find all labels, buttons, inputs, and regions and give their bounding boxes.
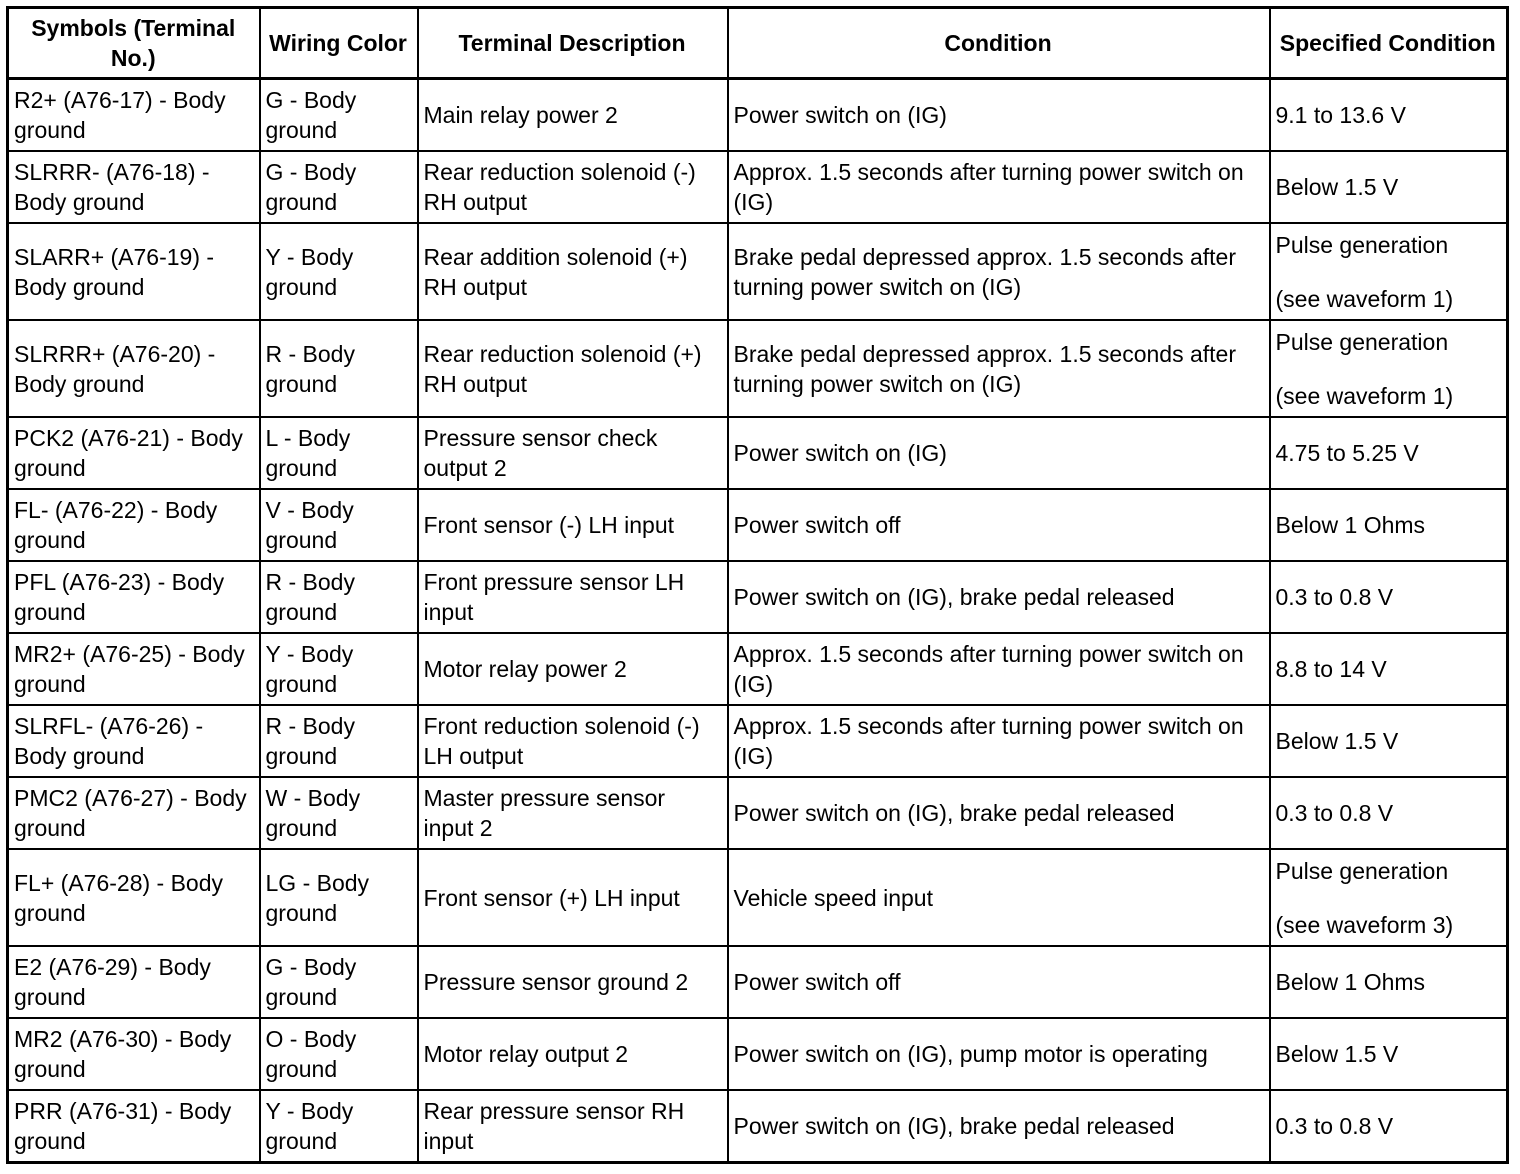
cell-specified: Below 1.5 V	[1270, 151, 1508, 223]
cell-symbol: FL+ (A76-28) - Body ground	[8, 849, 260, 946]
table-row	[8, 561, 1508, 633]
cell-specified	[1270, 223, 1508, 320]
cell-symbol: PFL (A76-23) - Body ground	[8, 561, 260, 633]
header-condition: Condition	[728, 8, 1270, 79]
cell-condition: Power switch on (IG), brake pedal released	[728, 777, 1270, 849]
cell-symbol: MR2 (A76-30) - Body ground	[8, 1018, 260, 1090]
cell-wiring-color: Y - Body ground	[260, 1090, 418, 1163]
table-row	[8, 151, 1508, 223]
cell-symbol: PRR (A76-31) - Body ground	[8, 1090, 260, 1163]
cell-wiring-color: G - Body ground	[260, 151, 418, 223]
terminal-spec-table	[6, 6, 1509, 1164]
specified-note: (see waveform 1)	[1275, 285, 1454, 312]
table-row	[8, 849, 1508, 946]
cell-description: Main relay power 2	[418, 79, 728, 152]
cell-symbol: FL- (A76-22) - Body ground	[8, 489, 260, 561]
cell-condition: Power switch off	[728, 489, 1270, 561]
cell-symbol: PCK2 (A76-21) - Body ground	[8, 417, 260, 489]
table-row	[8, 223, 1508, 320]
table-row	[8, 1018, 1508, 1090]
cell-wiring-color: V - Body ground	[260, 489, 418, 561]
cell-symbol: R2+ (A76-17) - Body ground	[8, 79, 260, 152]
cell-description: Front sensor (+) LH input	[418, 849, 728, 946]
cell-specified	[1270, 849, 1508, 946]
table-row	[8, 1090, 1508, 1163]
cell-condition: Approx. 1.5 seconds after turning power switch on (IG)	[728, 633, 1270, 705]
table-row	[8, 777, 1508, 849]
table-row	[8, 489, 1508, 561]
cell-specified: Below 1.5 V	[1270, 1018, 1508, 1090]
cell-specified: 8.8 to 14 V	[1270, 633, 1508, 705]
header-wiring-color: Wiring Color	[260, 8, 418, 79]
specified-value: Pulse generation	[1275, 857, 1449, 884]
cell-specified	[1270, 320, 1508, 417]
cell-condition: Brake pedal depressed approx. 1.5 seconds after turning power switch on (IG)	[728, 223, 1270, 320]
cell-wiring-color: R - Body ground	[260, 320, 418, 417]
cell-specified: 0.3 to 0.8 V	[1270, 777, 1508, 849]
table-row	[8, 705, 1508, 777]
cell-description: Front pressure sensor LH input	[418, 561, 728, 633]
cell-description: Motor relay output 2	[418, 1018, 728, 1090]
cell-description: Rear reduction solenoid (+) RH output	[418, 320, 728, 417]
specified-value: Pulse generation	[1275, 328, 1449, 355]
specified-value: Pulse generation	[1275, 231, 1449, 258]
cell-condition: Brake pedal depressed approx. 1.5 seconds after turning power switch on (IG)	[728, 320, 1270, 417]
cell-description: Front sensor (-) LH input	[418, 489, 728, 561]
cell-wiring-color: G - Body ground	[260, 946, 418, 1018]
table-row	[8, 946, 1508, 1018]
cell-wiring-color: R - Body ground	[260, 561, 418, 633]
cell-condition: Power switch on (IG)	[728, 79, 1270, 152]
cell-wiring-color: LG - Body ground	[260, 849, 418, 946]
cell-description: Pressure sensor check output 2	[418, 417, 728, 489]
cell-condition: Vehicle speed input	[728, 849, 1270, 946]
table-row	[8, 417, 1508, 489]
cell-description: Rear pressure sensor RH input	[418, 1090, 728, 1163]
cell-symbol: PMC2 (A76-27) - Body ground	[8, 777, 260, 849]
cell-symbol: SLRRR- (A76-18) - Body ground	[8, 151, 260, 223]
specified-note: (see waveform 1)	[1275, 382, 1454, 409]
cell-wiring-color: O - Body ground	[260, 1018, 418, 1090]
cell-wiring-color: R - Body ground	[260, 705, 418, 777]
cell-specified: 0.3 to 0.8 V	[1270, 1090, 1508, 1163]
header-symbol: Symbols (Terminal No.)	[8, 8, 260, 79]
header-row	[8, 8, 1508, 79]
cell-condition: Approx. 1.5 seconds after turning power switch on (IG)	[728, 705, 1270, 777]
cell-description: Motor relay power 2	[418, 633, 728, 705]
table-row	[8, 320, 1508, 417]
cell-condition: Approx. 1.5 seconds after turning power switch on (IG)	[728, 151, 1270, 223]
cell-symbol: SLRRR+ (A76-20) - Body ground	[8, 320, 260, 417]
cell-wiring-color: W - Body ground	[260, 777, 418, 849]
cell-condition: Power switch on (IG), pump motor is operating	[728, 1018, 1270, 1090]
cell-wiring-color: Y - Body ground	[260, 633, 418, 705]
table-row	[8, 633, 1508, 705]
cell-description: Pressure sensor ground 2	[418, 946, 728, 1018]
cell-symbol: SLRFL- (A76-26) - Body ground	[8, 705, 260, 777]
cell-description: Rear reduction solenoid (-) RH output	[418, 151, 728, 223]
cell-condition: Power switch on (IG), brake pedal released	[728, 1090, 1270, 1163]
cell-symbol: SLARR+ (A76-19) - Body ground	[8, 223, 260, 320]
cell-symbol: E2 (A76-29) - Body ground	[8, 946, 260, 1018]
cell-wiring-color: Y - Body ground	[260, 223, 418, 320]
header-specified-condition: Specified Condition	[1270, 8, 1508, 79]
header-terminal-description: Terminal Description	[418, 8, 728, 79]
specified-note: (see waveform 3)	[1275, 911, 1454, 938]
cell-wiring-color: G - Body ground	[260, 79, 418, 152]
cell-description: Master pressure sensor input 2	[418, 777, 728, 849]
cell-specified: Below 1.5 V	[1270, 705, 1508, 777]
cell-condition: Power switch on (IG), brake pedal released	[728, 561, 1270, 633]
cell-condition: Power switch off	[728, 946, 1270, 1018]
cell-description: Front reduction solenoid (-) LH output	[418, 705, 728, 777]
table-row	[8, 79, 1508, 152]
cell-symbol: MR2+ (A76-25) - Body ground	[8, 633, 260, 705]
cell-specified: 9.1 to 13.6 V	[1270, 79, 1508, 152]
cell-specified: 0.3 to 0.8 V	[1270, 561, 1508, 633]
cell-description: Rear addition solenoid (+) RH output	[418, 223, 728, 320]
cell-wiring-color: L - Body ground	[260, 417, 418, 489]
cell-specified: Below 1 Ohms	[1270, 489, 1508, 561]
cell-specified: Below 1 Ohms	[1270, 946, 1508, 1018]
cell-condition: Power switch on (IG)	[728, 417, 1270, 489]
cell-specified: 4.75 to 5.25 V	[1270, 417, 1508, 489]
